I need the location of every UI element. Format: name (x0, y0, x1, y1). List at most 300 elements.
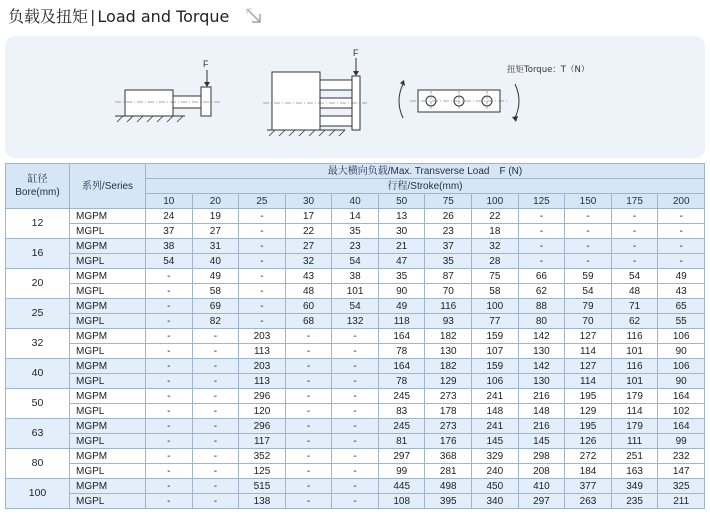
value-cell: 49 (192, 269, 239, 284)
table-row (6, 374, 705, 389)
value-cell: - (332, 329, 379, 344)
value-cell: 240 (472, 464, 519, 479)
value-cell: 40 (192, 254, 239, 269)
value-cell: 114 (565, 374, 612, 389)
value-cell: 263 (565, 494, 612, 509)
value-cell: - (658, 239, 705, 254)
front-view-cylinder (263, 48, 367, 136)
value-cell: 65 (658, 299, 705, 314)
value-cell: 26 (425, 209, 472, 224)
value-cell: 281 (425, 464, 472, 479)
value-cell: 13 (378, 209, 425, 224)
value-cell: 47 (378, 254, 425, 269)
value-cell: - (658, 209, 705, 224)
value-cell: - (146, 269, 193, 284)
value-cell: 27 (285, 239, 332, 254)
value-cell: - (332, 404, 379, 419)
value-cell: 127 (565, 329, 612, 344)
value-cell: 142 (518, 359, 565, 374)
table-row (6, 359, 705, 374)
value-cell: 245 (378, 419, 425, 434)
series-cell: MGPL (70, 314, 146, 329)
value-cell: 297 (518, 494, 565, 509)
value-cell: 241 (472, 419, 519, 434)
table-row (6, 464, 705, 479)
value-cell: - (146, 449, 193, 464)
stroke-cell: 50 (378, 194, 425, 209)
value-cell: - (565, 224, 612, 239)
stroke-cell: 200 (658, 194, 705, 209)
page-title (8, 4, 264, 30)
force-label-1: F (203, 59, 209, 69)
value-cell: - (192, 359, 239, 374)
value-cell: 163 (611, 464, 658, 479)
bore-cell: 20 (6, 269, 70, 299)
value-cell: - (192, 374, 239, 389)
table-row (6, 299, 705, 314)
bore-cell: 12 (6, 209, 70, 239)
title-en: Load and Torque (97, 7, 230, 26)
value-cell: - (565, 209, 612, 224)
value-cell: 54 (332, 299, 379, 314)
value-cell: 208 (518, 464, 565, 479)
value-cell: - (239, 209, 286, 224)
value-cell: 182 (425, 329, 472, 344)
value-cell: 30 (378, 224, 425, 239)
value-cell: 129 (425, 374, 472, 389)
force-label-2: F (353, 48, 359, 58)
value-cell: - (192, 329, 239, 344)
value-cell: 71 (611, 299, 658, 314)
value-cell: 241 (472, 389, 519, 404)
value-cell: - (192, 494, 239, 509)
value-cell: 69 (192, 299, 239, 314)
value-cell: 179 (611, 389, 658, 404)
value-cell: 101 (611, 344, 658, 359)
series-cell: MGPM (70, 419, 146, 434)
value-cell: - (192, 479, 239, 494)
value-cell: - (611, 239, 658, 254)
value-cell: 101 (332, 284, 379, 299)
value-cell: 138 (239, 494, 286, 509)
value-cell: - (332, 464, 379, 479)
value-cell: 203 (239, 359, 286, 374)
value-cell: 111 (611, 434, 658, 449)
value-cell: 37 (425, 239, 472, 254)
value-cell: 159 (472, 359, 519, 374)
value-cell: 145 (518, 434, 565, 449)
value-cell: 21 (378, 239, 425, 254)
table-row (6, 284, 705, 299)
value-cell: 90 (658, 374, 705, 389)
value-cell: - (146, 419, 193, 434)
value-cell: 32 (285, 254, 332, 269)
value-cell: 107 (472, 344, 519, 359)
value-cell: 24 (146, 209, 193, 224)
value-cell: 182 (425, 359, 472, 374)
value-cell: 145 (472, 434, 519, 449)
value-cell: 23 (425, 224, 472, 239)
table-row (6, 254, 705, 269)
value-cell: 55 (658, 314, 705, 329)
value-cell: - (611, 209, 658, 224)
value-cell: - (518, 224, 565, 239)
value-cell: 58 (472, 284, 519, 299)
value-cell: 116 (611, 329, 658, 344)
value-cell: 235 (611, 494, 658, 509)
value-cell: - (239, 239, 286, 254)
table-row (6, 329, 705, 344)
value-cell: 148 (472, 404, 519, 419)
value-cell: - (146, 404, 193, 419)
value-cell: - (332, 359, 379, 374)
value-cell: 66 (518, 269, 565, 284)
value-cell: - (285, 449, 332, 464)
table-row (6, 389, 705, 404)
table-row (6, 224, 705, 239)
value-cell: 58 (192, 284, 239, 299)
bore-cell: 63 (6, 419, 70, 449)
value-cell: 101 (611, 374, 658, 389)
value-cell: - (192, 449, 239, 464)
value-cell: 114 (611, 404, 658, 419)
series-cell: MGPL (70, 434, 146, 449)
table-row (6, 494, 705, 509)
value-cell: - (285, 374, 332, 389)
value-cell: - (285, 494, 332, 509)
value-cell: - (565, 254, 612, 269)
value-cell: 19 (192, 209, 239, 224)
value-cell: - (285, 389, 332, 404)
value-cell: 49 (658, 269, 705, 284)
value-cell: 54 (565, 284, 612, 299)
value-cell: - (239, 254, 286, 269)
value-cell: - (146, 494, 193, 509)
value-cell: 113 (239, 344, 286, 359)
value-cell: 54 (332, 254, 379, 269)
value-cell: - (285, 329, 332, 344)
title-cn: 负载及扭矩 (8, 7, 89, 26)
value-cell: 195 (565, 419, 612, 434)
bore-cell: 32 (6, 329, 70, 359)
side-view-cylinder (115, 59, 220, 122)
value-cell: - (146, 374, 193, 389)
value-cell: 35 (425, 254, 472, 269)
series-cell: MGPL (70, 464, 146, 479)
value-cell: 90 (658, 344, 705, 359)
value-cell: 515 (239, 479, 286, 494)
value-cell: 195 (565, 389, 612, 404)
value-cell: 164 (658, 389, 705, 404)
value-cell: - (146, 314, 193, 329)
value-cell: 88 (518, 299, 565, 314)
table-body (6, 209, 705, 509)
value-cell: - (285, 479, 332, 494)
value-cell: - (285, 359, 332, 374)
value-cell: 31 (192, 239, 239, 254)
series-cell: MGPM (70, 359, 146, 374)
bore-cell: 50 (6, 389, 70, 419)
value-cell: 125 (239, 464, 286, 479)
bore-header-en: Bore(mm) (15, 187, 60, 198)
value-cell: 49 (378, 299, 425, 314)
value-cell: 296 (239, 419, 286, 434)
value-cell: - (146, 359, 193, 374)
stroke-cell: 30 (285, 194, 332, 209)
value-cell: - (285, 419, 332, 434)
bore-cell: 16 (6, 239, 70, 269)
value-cell: 37 (146, 224, 193, 239)
value-cell: 38 (332, 269, 379, 284)
value-cell: 203 (239, 329, 286, 344)
value-cell: - (239, 224, 286, 239)
value-cell: 14 (332, 209, 379, 224)
table-row (6, 449, 705, 464)
table-row (6, 269, 705, 284)
table-row (6, 209, 705, 224)
value-cell: 102 (658, 404, 705, 419)
value-cell: 273 (425, 419, 472, 434)
value-cell: 82 (192, 314, 239, 329)
bore-header-cn: 缸径 (27, 174, 48, 185)
series-cell: MGPL (70, 284, 146, 299)
value-cell: 148 (518, 404, 565, 419)
value-cell: 99 (658, 434, 705, 449)
value-cell: 59 (565, 269, 612, 284)
value-cell: 93 (425, 314, 472, 329)
value-cell: 368 (425, 449, 472, 464)
value-cell: 18 (472, 224, 519, 239)
value-cell: - (611, 254, 658, 269)
value-cell: - (332, 419, 379, 434)
value-cell: 118 (378, 314, 425, 329)
value-cell: 116 (611, 359, 658, 374)
value-cell: 38 (146, 239, 193, 254)
value-cell: - (146, 284, 193, 299)
value-cell: 232 (658, 449, 705, 464)
series-cell: MGPL (70, 494, 146, 509)
value-cell: 352 (239, 449, 286, 464)
series-cell: MGPM (70, 269, 146, 284)
value-cell: 68 (285, 314, 332, 329)
series-cell: MGPM (70, 239, 146, 254)
value-cell: 22 (285, 224, 332, 239)
value-cell: 32 (472, 239, 519, 254)
value-cell: 22 (472, 209, 519, 224)
value-cell: 87 (425, 269, 472, 284)
value-cell: - (146, 299, 193, 314)
bore-cell: 25 (6, 299, 70, 329)
value-cell: - (239, 269, 286, 284)
value-cell: - (192, 419, 239, 434)
value-cell: 27 (192, 224, 239, 239)
value-cell: 117 (239, 434, 286, 449)
series-cell: MGPL (70, 374, 146, 389)
series-cell: MGPL (70, 224, 146, 239)
value-cell: - (192, 344, 239, 359)
value-cell: 377 (565, 479, 612, 494)
value-cell: - (285, 434, 332, 449)
value-cell: - (565, 239, 612, 254)
torque-plate-diagram (399, 64, 589, 122)
value-cell: 54 (146, 254, 193, 269)
value-cell: 273 (425, 389, 472, 404)
value-cell: 176 (425, 434, 472, 449)
value-cell: - (146, 434, 193, 449)
series-cell: MGPM (70, 389, 146, 404)
value-cell: 251 (611, 449, 658, 464)
value-cell: 90 (378, 284, 425, 299)
value-cell: 395 (425, 494, 472, 509)
value-cell: 179 (611, 419, 658, 434)
value-cell: - (192, 434, 239, 449)
table-row (6, 434, 705, 449)
stroke-cell: 10 (146, 194, 193, 209)
table-row (6, 239, 705, 254)
value-cell: 164 (378, 329, 425, 344)
stroke-cell: 75 (425, 194, 472, 209)
value-cell: 296 (239, 389, 286, 404)
load-header: 最大横向负载/Max. Transverse Load F (N) (146, 164, 705, 179)
value-cell: 48 (285, 284, 332, 299)
value-cell: 81 (378, 434, 425, 449)
value-cell: 216 (518, 419, 565, 434)
stroke-cell: 175 (611, 194, 658, 209)
value-cell: 132 (332, 314, 379, 329)
value-cell: 62 (518, 284, 565, 299)
value-cell: 184 (565, 464, 612, 479)
value-cell: 297 (378, 449, 425, 464)
value-cell: 35 (378, 269, 425, 284)
value-cell: - (518, 209, 565, 224)
diagonal-arrow-icon (244, 6, 264, 30)
value-cell: 164 (378, 359, 425, 374)
value-cell: - (658, 224, 705, 239)
value-cell: - (192, 389, 239, 404)
value-cell: - (146, 329, 193, 344)
value-cell: 120 (239, 404, 286, 419)
value-cell: - (146, 464, 193, 479)
value-cell: 130 (518, 344, 565, 359)
value-cell: 106 (472, 374, 519, 389)
stroke-cell: 40 (332, 194, 379, 209)
value-cell: - (332, 479, 379, 494)
value-cell: 79 (565, 299, 612, 314)
value-cell: 116 (425, 299, 472, 314)
series-cell: MGPM (70, 479, 146, 494)
table-row (6, 419, 705, 434)
value-cell: 164 (658, 419, 705, 434)
bore-header (6, 164, 70, 209)
value-cell: 211 (658, 494, 705, 509)
value-cell: 48 (611, 284, 658, 299)
value-cell: 28 (472, 254, 519, 269)
value-cell: 77 (472, 314, 519, 329)
value-cell: 23 (332, 239, 379, 254)
table-row (6, 344, 705, 359)
value-cell: 78 (378, 374, 425, 389)
value-cell: - (146, 344, 193, 359)
series-cell: MGPM (70, 209, 146, 224)
value-cell: 142 (518, 329, 565, 344)
value-cell: - (332, 344, 379, 359)
torque-label: 扭矩Torque：T（N） (507, 65, 590, 75)
value-cell: 70 (425, 284, 472, 299)
series-cell: MGPL (70, 254, 146, 269)
value-cell: 245 (378, 389, 425, 404)
value-cell: 130 (518, 374, 565, 389)
value-cell: 83 (378, 404, 425, 419)
load-table (5, 163, 705, 509)
table-row (6, 314, 705, 329)
value-cell: - (518, 254, 565, 269)
value-cell: - (285, 404, 332, 419)
stroke-cell: 20 (192, 194, 239, 209)
value-cell: 298 (518, 449, 565, 464)
value-cell: 80 (518, 314, 565, 329)
value-cell: 178 (425, 404, 472, 419)
value-cell: 445 (378, 479, 425, 494)
value-cell: - (192, 464, 239, 479)
value-cell: 60 (285, 299, 332, 314)
value-cell: - (285, 464, 332, 479)
stroke-header: 行程/Stroke(mm) (146, 179, 705, 194)
value-cell: - (332, 449, 379, 464)
value-cell: 147 (658, 464, 705, 479)
series-header: 系列/Series (70, 164, 146, 209)
value-cell: 127 (565, 359, 612, 374)
value-cell: 450 (472, 479, 519, 494)
value-cell: 78 (378, 344, 425, 359)
series-cell: MGPM (70, 449, 146, 464)
table-row (6, 404, 705, 419)
stroke-cell: 100 (472, 194, 519, 209)
value-cell: 329 (472, 449, 519, 464)
value-cell: 106 (658, 359, 705, 374)
diagram-panel (5, 36, 705, 158)
bore-cell: 80 (6, 449, 70, 479)
value-cell: 70 (565, 314, 612, 329)
value-cell: 126 (565, 434, 612, 449)
value-cell: 216 (518, 389, 565, 404)
value-cell: 272 (565, 449, 612, 464)
series-cell: MGPL (70, 404, 146, 419)
series-cell: MGPM (70, 299, 146, 314)
value-cell: 498 (425, 479, 472, 494)
value-cell: - (285, 344, 332, 359)
value-cell: 108 (378, 494, 425, 509)
bore-cell: 100 (6, 479, 70, 509)
stroke-cell: 150 (565, 194, 612, 209)
series-cell: MGPM (70, 329, 146, 344)
load-diagram (5, 36, 705, 158)
value-cell: 62 (611, 314, 658, 329)
table-row (6, 479, 705, 494)
value-cell: 75 (472, 269, 519, 284)
value-cell: - (518, 239, 565, 254)
value-cell: - (239, 299, 286, 314)
value-cell: - (239, 314, 286, 329)
value-cell: - (332, 434, 379, 449)
value-cell: 325 (658, 479, 705, 494)
value-cell: 159 (472, 329, 519, 344)
value-cell: 43 (285, 269, 332, 284)
value-cell: 99 (378, 464, 425, 479)
value-cell: - (332, 389, 379, 404)
value-cell: - (192, 404, 239, 419)
value-cell: - (332, 374, 379, 389)
value-cell: 349 (611, 479, 658, 494)
